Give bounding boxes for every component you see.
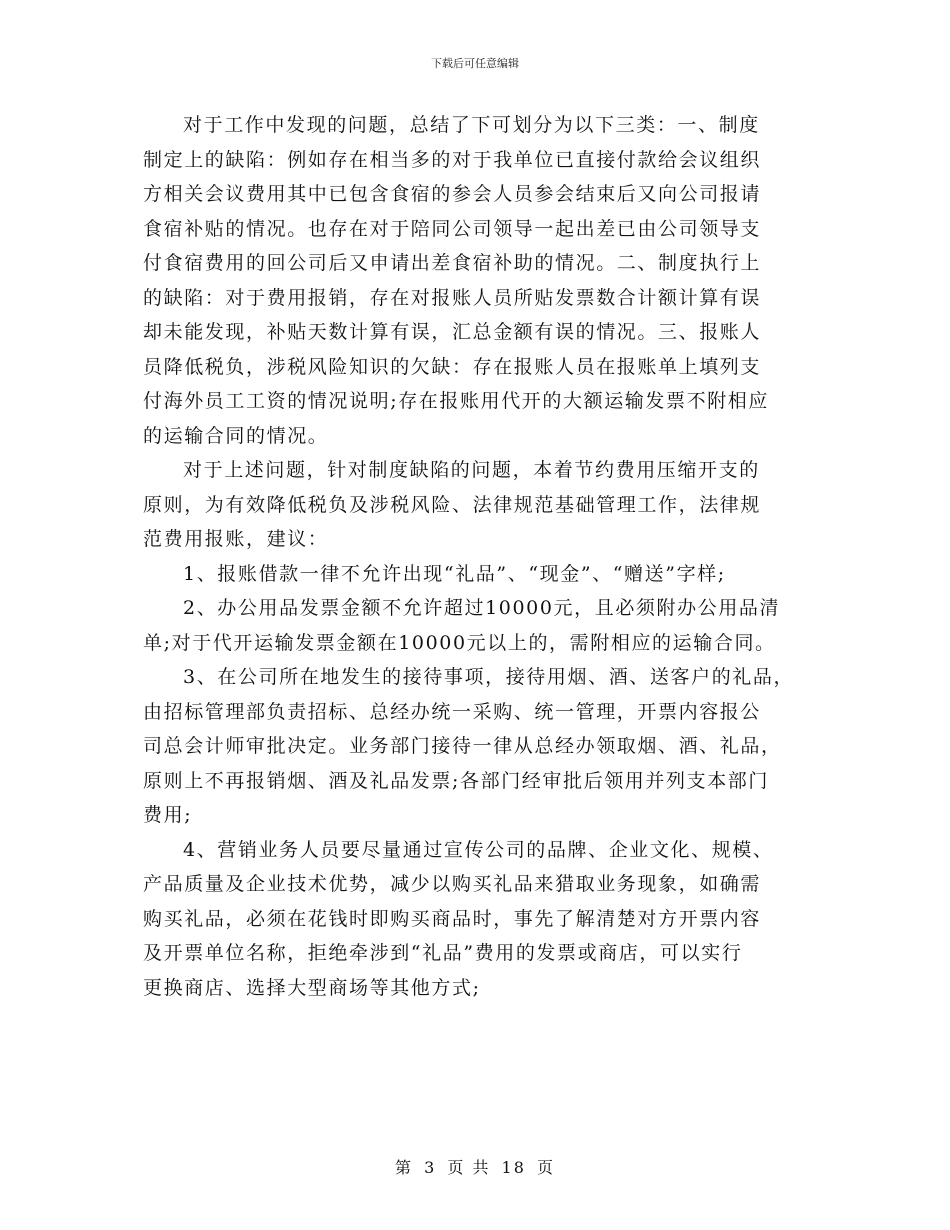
text-line: 对于上述问题，针对制度缺陷的问题，本着节约费用压缩开支的 <box>183 459 760 481</box>
text-line: 却未能发现，补贴天数计算有误，汇总金额有误的情况。三、报账人 <box>143 321 762 343</box>
text-line: 1、报账借款一律不允许出现“礼品”、“现金”、“赠送”字样; <box>183 562 726 585</box>
text-line: 的缺陷：对于费用报销，存在对报账人员所贴发票数合计额计算有误 <box>143 286 762 309</box>
text-line: 费用; <box>143 804 193 826</box>
text-line: 原则上不再报销烟、酒及礼品发票;各部门经审批后领用并列支本部门 <box>143 769 770 792</box>
text-line: 制定上的缺陷：例如存在相当多的对于我单位已直接付款给会议组织 <box>143 148 762 171</box>
text-line: 付海外员工工资的情况说明;存在报账用代开的大额运输发票不附相应 <box>143 390 770 412</box>
footer-total-pages: 18 <box>501 1158 526 1177</box>
text-line: 司总会计师审批决定。业务部门接待一律从总经办领取烟、酒、礼品， <box>143 735 782 757</box>
text-line: 4、营销业务人员要尽量通过宣传公司的品牌、企业文化、规模、 <box>183 838 774 861</box>
footer-suffix: 页 <box>537 1158 556 1177</box>
document-body <box>143 108 807 1005</box>
text-line: 付食宿费用的回公司后又申请出差食宿补助的情况。二、制度执行上 <box>143 252 762 274</box>
text-line: 范费用报账，建议： <box>143 528 329 550</box>
text-line: 购买礼品，必须在花钱时即购买商品时，事先了解清楚对方开票内容 <box>143 907 762 930</box>
text-line: 更换商店、选择大型商场等其他方式; <box>143 976 481 999</box>
text-line: 3、在公司所在地发生的接待事项，接待用烟、酒、送客户的礼品， <box>183 666 795 688</box>
text-line: 食宿补贴的情况。也存在对于陪同公司领导一起出差已由公司领导支 <box>143 217 762 240</box>
text-line: 由招标管理部负责招标、总经办统一采购、统一管理，开票内容报公 <box>143 700 762 723</box>
text-line: 产品质量及企业技术优势，减少以购买礼品来猎取业务现象，如确需 <box>143 873 762 895</box>
text-line: 原则，为有效降低税负及涉税风险、法律规范基础管理工作，法律规 <box>143 493 762 516</box>
text-line: 单;对于代开运输发票金额在10000元以上的，需附相应的运输合同。 <box>143 631 776 654</box>
footer-prefix: 第 <box>394 1158 413 1177</box>
text-line: 对于工作中发现的问题，总结了下可划分为以下三类：一、制度 <box>183 114 760 136</box>
text-line: 方相关会议费用其中已包含食宿的参会人员参会结束后又向公司报请 <box>143 183 762 205</box>
text-line: 员降低税负，涉税风险知识的欠缺：存在报账人员在报账单上填列支 <box>143 355 762 378</box>
text-line: 2、办公用品发票金额不允许超过10000元，且必须附办公用品清 <box>183 597 781 619</box>
text-line: 及开票单位名称，拒绝牵涉到“礼品”费用的发票或商店，可以实行 <box>143 942 743 964</box>
footer-middle: 页 共 <box>447 1158 491 1177</box>
page-header-note: 下载后可任意编辑 <box>431 57 519 70</box>
footer-page-number: 3 <box>424 1158 437 1177</box>
page-number-footer <box>0 1155 950 1178</box>
text-line: 的运输合同的情况。 <box>143 424 329 447</box>
